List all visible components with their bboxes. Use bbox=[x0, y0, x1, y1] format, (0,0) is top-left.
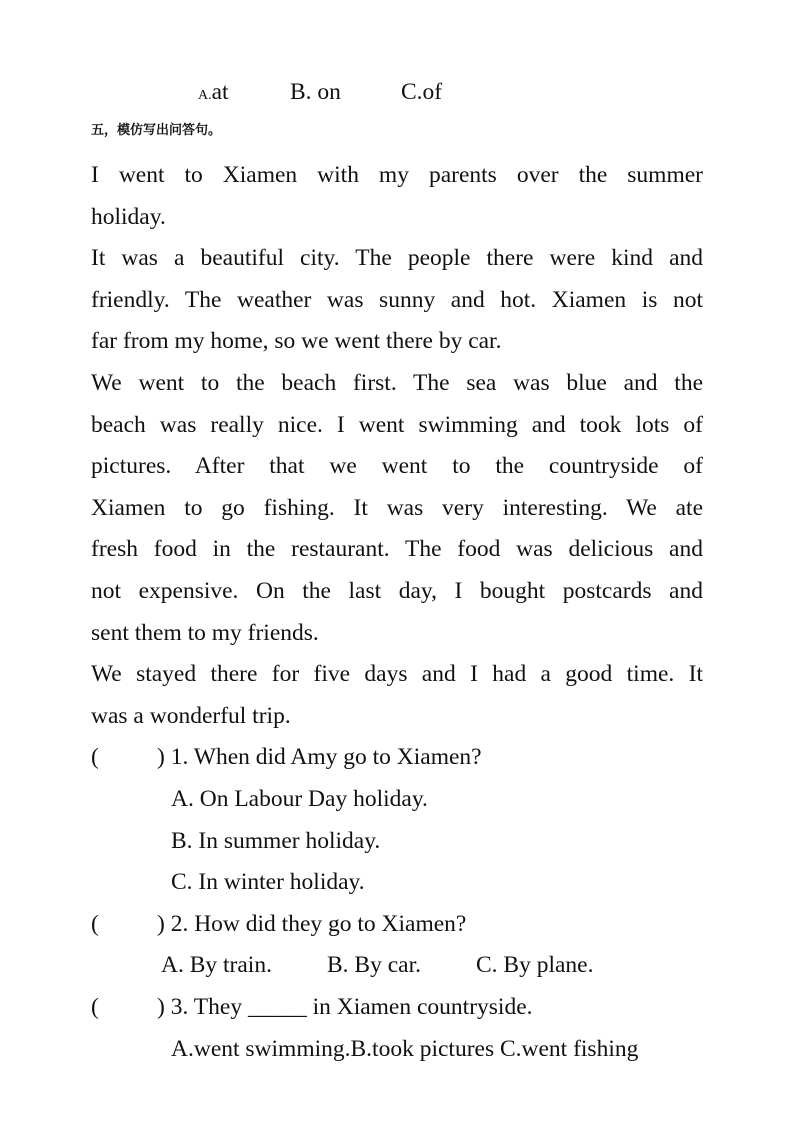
passage-line: sent them to my friends. bbox=[91, 620, 319, 646]
previous-options-row bbox=[198, 77, 443, 111]
question-2 bbox=[91, 909, 466, 939]
question-1 bbox=[91, 742, 482, 772]
passage-line: fresh food in the restaurant. The food was delicious and bbox=[91, 536, 703, 562]
passage-line: It was a beautiful city. The people there were kind and bbox=[91, 245, 703, 271]
question-2-option-c: C. By plane. bbox=[476, 952, 594, 978]
answer-blank-close: ) bbox=[157, 911, 165, 937]
question-1-option-c: C. In winter holiday. bbox=[171, 869, 365, 895]
question-1-option-b: B. In summer holiday. bbox=[171, 828, 381, 854]
question-text: 1. When did Amy go to Xiamen? bbox=[164, 744, 482, 770]
question-3 bbox=[91, 992, 533, 1022]
question-2-option-b: B. By car. bbox=[327, 952, 421, 978]
section-heading: 五，模仿写出问答句。 bbox=[91, 123, 222, 138]
passage-line: holiday. bbox=[91, 204, 166, 230]
passage-line: beach was really nice. I went swimming and took lots of bbox=[91, 412, 703, 438]
passage-line: We went to the beach first. The sea was blue and the bbox=[91, 370, 703, 396]
answer-blank-open[interactable]: ( bbox=[91, 994, 99, 1020]
answer-blank-open[interactable]: ( bbox=[91, 744, 99, 770]
question-text: 2. How did they go to Xiamen? bbox=[164, 911, 467, 937]
answer-blank-open[interactable]: ( bbox=[91, 911, 99, 937]
option-a-letter: A. bbox=[198, 88, 212, 103]
passage-line: Xiamen to go fishing. It was very interesting. We ate bbox=[91, 495, 703, 521]
question-text: 3. They _____ in Xiamen countryside. bbox=[164, 994, 533, 1020]
option-c: C.of bbox=[401, 79, 443, 105]
answer-blank-close: ) bbox=[157, 744, 165, 770]
question-1-option-a: A. On Labour Day holiday. bbox=[171, 786, 428, 812]
passage-line: not expensive. On the last day, I bought postcards and bbox=[91, 578, 703, 604]
question-3-options: A.went swimming.B.took pictures C.went fishing bbox=[171, 1036, 639, 1062]
option-b: B. on bbox=[290, 79, 341, 105]
passage-line: was a wonderful trip. bbox=[91, 703, 291, 729]
question-2-option-a: A. By train. bbox=[161, 952, 272, 978]
passage-line: far from my home, so we went there by car. bbox=[91, 328, 502, 354]
option-a-text: at bbox=[211, 79, 229, 105]
passage-line: I went to Xiamen with my parents over the summer bbox=[91, 162, 703, 188]
answer-blank-close: ) bbox=[157, 994, 165, 1020]
passage-line: pictures. After that we went to the countryside of bbox=[91, 453, 703, 479]
passage-line: We stayed there for five days and I had a good time. It bbox=[91, 661, 703, 687]
passage-line: friendly. The weather was sunny and hot. Xiamen is not bbox=[91, 287, 703, 313]
